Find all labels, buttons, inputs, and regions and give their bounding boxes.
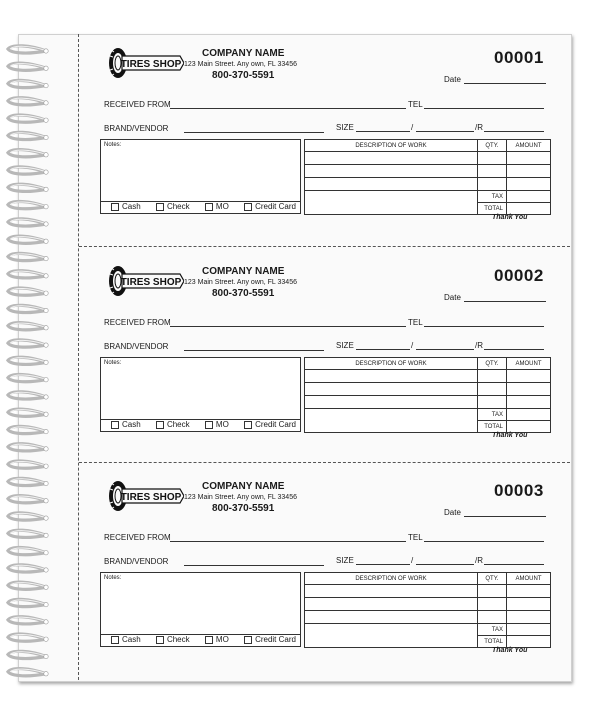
tel-label: TEL (408, 100, 423, 109)
company-address: 123 Main Street. Any own, FL 33456 (184, 494, 297, 501)
payment-option-check[interactable] (156, 202, 190, 211)
amount-header: AMOUNT (507, 140, 551, 152)
table-row[interactable] (305, 598, 551, 611)
receipt-form (80, 252, 570, 467)
payment-option-credit-card[interactable] (244, 420, 296, 429)
size-separator: / (411, 123, 414, 132)
checkbox-icon[interactable] (205, 421, 213, 429)
spiral-ring (8, 115, 48, 122)
spiral-ring (8, 219, 48, 226)
checkbox-icon[interactable] (156, 636, 164, 644)
spiral-ring (8, 271, 48, 278)
notes-label: Notes: (104, 575, 122, 581)
payment-option-credit-card[interactable] (244, 202, 296, 211)
table-row[interactable] (305, 165, 551, 178)
size-label: SIZE (336, 341, 354, 350)
spiral-ring (8, 288, 48, 295)
payment-label: Cash (122, 420, 141, 429)
size-width-field[interactable] (356, 349, 410, 350)
received-from-field[interactable] (170, 541, 406, 542)
company-address: 123 Main Street. Any own, FL 33456 (184, 61, 297, 68)
spiral-ring (8, 565, 48, 572)
spiral-ring (8, 305, 48, 312)
size-label: SIZE (336, 123, 354, 132)
payment-label: MO (215, 420, 229, 429)
tel-label: TEL (408, 318, 423, 327)
spiral-ring (8, 478, 48, 485)
description-header: DESCRIPTION OF WORK (305, 358, 478, 370)
description-header: DESCRIPTION OF WORK (305, 573, 478, 585)
spiral-ring (8, 80, 48, 87)
brand-vendor-label: BRAND/VENDOR (104, 557, 169, 566)
checkbox-icon[interactable] (156, 421, 164, 429)
spiral-ring (8, 46, 48, 53)
payment-option-mo[interactable] (205, 420, 229, 429)
form-number: 00003 (494, 481, 544, 500)
qty-header: QTY. (478, 140, 507, 152)
tax-amount-field[interactable] (507, 624, 551, 636)
spiral-ring (8, 617, 48, 624)
payment-option-check[interactable] (156, 420, 190, 429)
received-from-label: RECEIVED FROM (104, 533, 171, 542)
spiral-ring (8, 496, 48, 503)
date-field[interactable] (464, 516, 546, 517)
amount-header: AMOUNT (507, 573, 551, 585)
checkbox-icon[interactable] (244, 203, 252, 211)
date-label: Date (444, 75, 461, 84)
table-row[interactable] (305, 611, 551, 624)
received-from-field[interactable] (170, 108, 406, 109)
payment-option-mo[interactable] (205, 202, 229, 211)
tax-amount-field[interactable] (507, 409, 551, 421)
total-amount-field[interactable] (507, 203, 551, 215)
size-ratio-field[interactable] (416, 131, 474, 132)
size-separator: / (411, 341, 414, 350)
size-rim-field[interactable] (484, 349, 544, 350)
payment-label: MO (215, 202, 229, 211)
size-rim-label: /R (475, 556, 483, 565)
tax-row (305, 624, 551, 636)
spiral-ring (8, 547, 48, 554)
form-number: 00002 (494, 266, 544, 285)
company-name: COMPANY NAME (202, 266, 285, 277)
payment-option-cash[interactable] (111, 635, 141, 644)
spiral-ring (8, 513, 48, 520)
payment-label: Check (166, 420, 190, 429)
spiral-ring (8, 357, 48, 364)
payment-label: Cash (122, 635, 141, 644)
checkbox-icon[interactable] (205, 636, 213, 644)
spiral-ring (8, 444, 48, 451)
tel-label: TEL (408, 533, 423, 542)
spiral-ring (8, 184, 48, 191)
tel-field[interactable] (424, 108, 544, 109)
brand-vendor-label: BRAND/VENDOR (104, 342, 169, 351)
payment-label: Cash (122, 202, 141, 211)
tire-logo-icon (106, 479, 184, 513)
table-header-row (305, 573, 551, 585)
size-label: SIZE (336, 556, 354, 565)
description-header: DESCRIPTION OF WORK (305, 140, 478, 152)
size-rim-label: /R (475, 123, 483, 132)
table-row[interactable] (305, 585, 551, 598)
brand-vendor-label: BRAND/VENDOR (104, 124, 169, 133)
total-label: TOTAL (478, 421, 507, 433)
tax-label: TAX (478, 409, 507, 421)
checkbox-icon[interactable] (111, 636, 119, 644)
checkbox-icon[interactable] (111, 203, 119, 211)
thank-you-text: Thank You (492, 647, 528, 654)
size-separator: / (411, 556, 414, 565)
logo-text: TIRES SHOP (120, 277, 182, 288)
received-from-field[interactable] (170, 326, 406, 327)
date-label: Date (444, 293, 461, 302)
checkbox-icon[interactable] (244, 421, 252, 429)
work-table (304, 357, 551, 433)
payment-options (111, 202, 296, 211)
checkbox-icon[interactable] (111, 421, 119, 429)
notes-box[interactable] (100, 572, 301, 647)
spiral-ring (8, 150, 48, 157)
spiral-ring (8, 392, 48, 399)
date-label: Date (444, 508, 461, 517)
tax-label: TAX (478, 624, 507, 636)
received-from-label: RECEIVED FROM (104, 100, 171, 109)
spiral-ring (8, 63, 48, 70)
spiral-ring (8, 409, 48, 416)
notes-label: Notes: (104, 142, 122, 148)
notes-label: Notes: (104, 360, 122, 366)
perforation-line (78, 34, 79, 680)
logo-text: TIRES SHOP (120, 59, 182, 70)
total-amount-field[interactable] (507, 636, 551, 648)
payment-label: MO (215, 635, 229, 644)
total-label: TOTAL (478, 636, 507, 648)
spiral-ring (8, 599, 48, 606)
spiral-ring (8, 201, 48, 208)
thank-you-text: Thank You (492, 214, 528, 221)
table-row[interactable] (305, 152, 551, 165)
qty-header: QTY. (478, 358, 507, 370)
payment-label: Credit Card (255, 202, 296, 211)
brand-vendor-field[interactable] (184, 350, 324, 351)
tire-logo-icon (106, 264, 184, 298)
table-row[interactable] (305, 178, 551, 191)
company-phone: 800-370-5591 (212, 70, 275, 81)
tax-row (305, 409, 551, 421)
size-width-field[interactable] (356, 564, 410, 565)
table-header-row (305, 140, 551, 152)
payment-option-cash[interactable] (111, 420, 141, 429)
payment-option-credit-card[interactable] (244, 635, 296, 644)
spiral-ring (8, 132, 48, 139)
table-header-row (305, 358, 551, 370)
company-name: COMPANY NAME (202, 48, 285, 59)
size-rim-field[interactable] (484, 131, 544, 132)
spiral-binding-icon (0, 34, 80, 680)
checkbox-icon[interactable] (205, 203, 213, 211)
payment-options (111, 420, 296, 429)
payment-option-cash[interactable] (111, 202, 141, 211)
amount-header: AMOUNT (507, 358, 551, 370)
tax-amount-field[interactable] (507, 191, 551, 203)
spiral-ring (8, 98, 48, 105)
table-row[interactable] (305, 383, 551, 396)
company-phone: 800-370-5591 (212, 503, 275, 514)
brand-vendor-field[interactable] (184, 565, 324, 566)
checkbox-icon[interactable] (156, 203, 164, 211)
spiral-ring (8, 167, 48, 174)
tel-field[interactable] (424, 326, 544, 327)
table-row[interactable] (305, 396, 551, 409)
spiral-ring (8, 461, 48, 468)
tax-label: TAX (478, 191, 507, 203)
total-amount-field[interactable] (507, 421, 551, 433)
thank-you-text: Thank You (492, 432, 528, 439)
payment-options (111, 635, 296, 644)
work-table (304, 572, 551, 648)
received-from-label: RECEIVED FROM (104, 318, 171, 327)
payment-option-check[interactable] (156, 635, 190, 644)
date-field[interactable] (464, 301, 546, 302)
checkbox-icon[interactable] (244, 636, 252, 644)
tel-field[interactable] (424, 541, 544, 542)
notes-box[interactable] (100, 139, 301, 214)
spiral-ring (8, 582, 48, 589)
spiral-ring (8, 340, 48, 347)
spiral-ring (8, 651, 48, 658)
size-ratio-field[interactable] (416, 564, 474, 565)
company-phone: 800-370-5591 (212, 288, 275, 299)
company-name: COMPANY NAME (202, 481, 285, 492)
spiral-ring (8, 426, 48, 433)
spiral-ring (8, 236, 48, 243)
spiral-ring (8, 634, 48, 641)
company-address: 123 Main Street. Any own, FL 33456 (184, 279, 297, 286)
payment-label: Credit Card (255, 635, 296, 644)
spiral-ring (8, 253, 48, 260)
spiral-ring (8, 530, 48, 537)
spiral-ring (8, 323, 48, 330)
size-rim-field[interactable] (484, 564, 544, 565)
brand-vendor-field[interactable] (184, 132, 324, 133)
payment-option-mo[interactable] (205, 635, 229, 644)
payment-label: Check (166, 202, 190, 211)
size-rim-label: /R (475, 341, 483, 350)
total-label: TOTAL (478, 203, 507, 215)
qty-header: QTY. (478, 573, 507, 585)
table-row[interactable] (305, 370, 551, 383)
spiral-ring (8, 374, 48, 381)
tire-logo-icon (106, 46, 184, 80)
payment-label: Check (166, 635, 190, 644)
form-number: 00001 (494, 48, 544, 67)
date-field[interactable] (464, 83, 546, 84)
size-width-field[interactable] (356, 131, 410, 132)
notes-box[interactable] (100, 357, 301, 432)
spiral-ring (8, 669, 48, 676)
work-table (304, 139, 551, 215)
logo-text: TIRES SHOP (120, 492, 182, 503)
size-ratio-field[interactable] (416, 349, 474, 350)
receipt-form (80, 467, 570, 682)
tax-row (305, 191, 551, 203)
receipt-form (80, 34, 570, 249)
payment-label: Credit Card (255, 420, 296, 429)
